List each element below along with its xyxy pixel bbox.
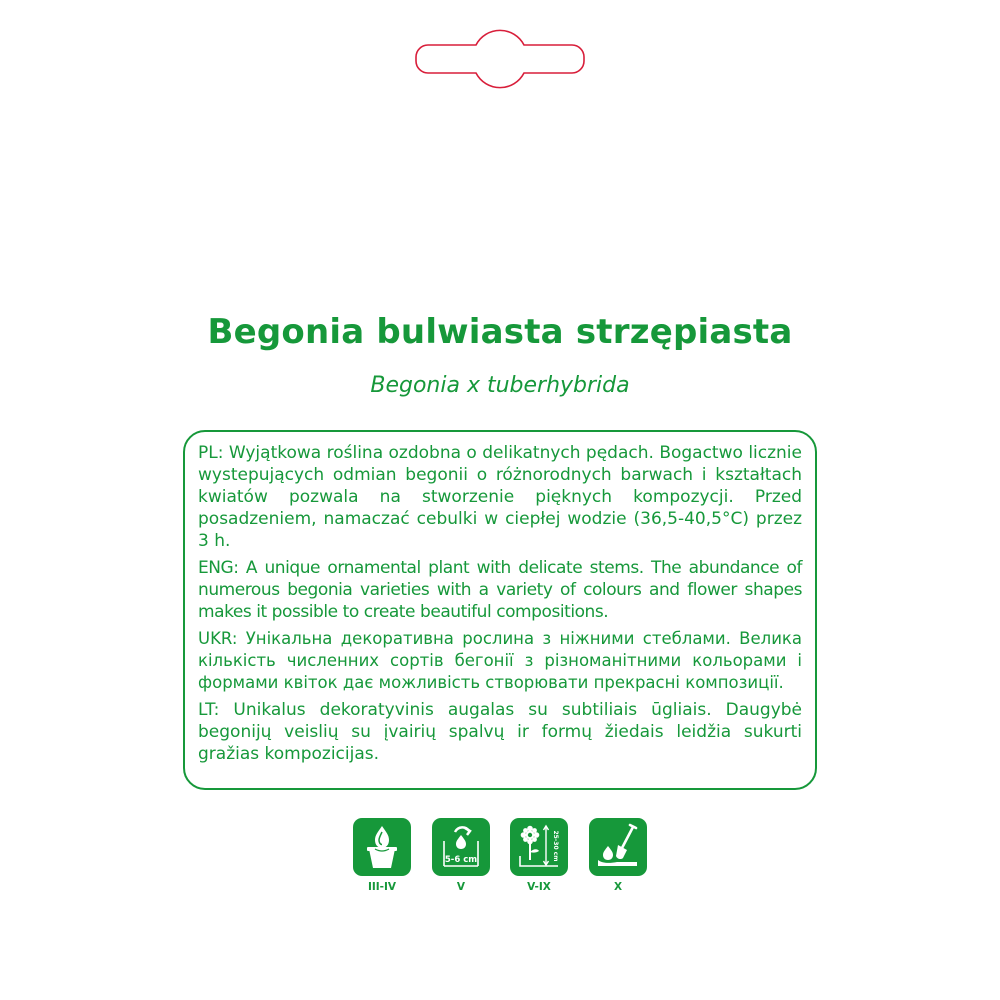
schedule-period-flowering: V-IX: [527, 881, 551, 893]
schedule-period-planting: V: [456, 881, 466, 893]
description-pl: PL: Wyjątkowa roślina ozdobna o delikatnych pędach. Bogactwo licznie wystepujących odmian begonii o różnorodnych barwach i kształtach kwiatów pozwala na stworzenie pięknych kompozycji. Przed posadzeniem, namaczać cebulki w ciepłej wodzie (36,5-40,5°C) przez 3 h.: [198, 443, 802, 551]
schedule-item-flowering: [509, 818, 569, 893]
description-ukr: UKR: Унікальна декоративна рослина з ніжними стеблами. Велика кількість численних сортів бегонії з різноманітними кольорами і формами квіток дає можливість створювати прекрасні композиції.: [198, 629, 802, 692]
schedule-item-digging: [588, 818, 648, 893]
planting-depth-icon: [432, 818, 490, 876]
flowering-height-label: 25-30 cm: [552, 830, 559, 862]
schedule-item-potting: [352, 818, 412, 893]
schedule-period-digging: X: [613, 881, 623, 893]
description-box: [183, 430, 817, 790]
schedule-item-planting: [431, 818, 491, 893]
schedule-period-potting: III-IV: [367, 881, 397, 893]
schedule-icons: [352, 818, 652, 898]
description-eng: ENG: A unique ornamental plant with delicate stems. The abundance of numerous begonia varieties with a variety of colours and flower shapes makes it possible to create beautiful compositions.: [198, 558, 802, 622]
planting-depth-label: 5-6 cm: [444, 855, 478, 865]
hang-hole-outline: [414, 28, 586, 90]
flowering-height-icon: [510, 818, 568, 876]
potted-bulb-icon: [353, 818, 411, 876]
product-name: Begonia bulwiasta strzępiasta: [207, 312, 793, 352]
product-latin-name: Begonia x tuberhybrida: [370, 373, 630, 398]
digging-up-bulb-icon: [589, 818, 647, 876]
description-lt: LT: Unikalus dekoratyvinis augalas su subtiliais ūgliais. Daugybė begonijų veislių su įvairių spalvų ir formų žiedais leidžia sukurti gražias kompozicijas.: [198, 700, 802, 764]
